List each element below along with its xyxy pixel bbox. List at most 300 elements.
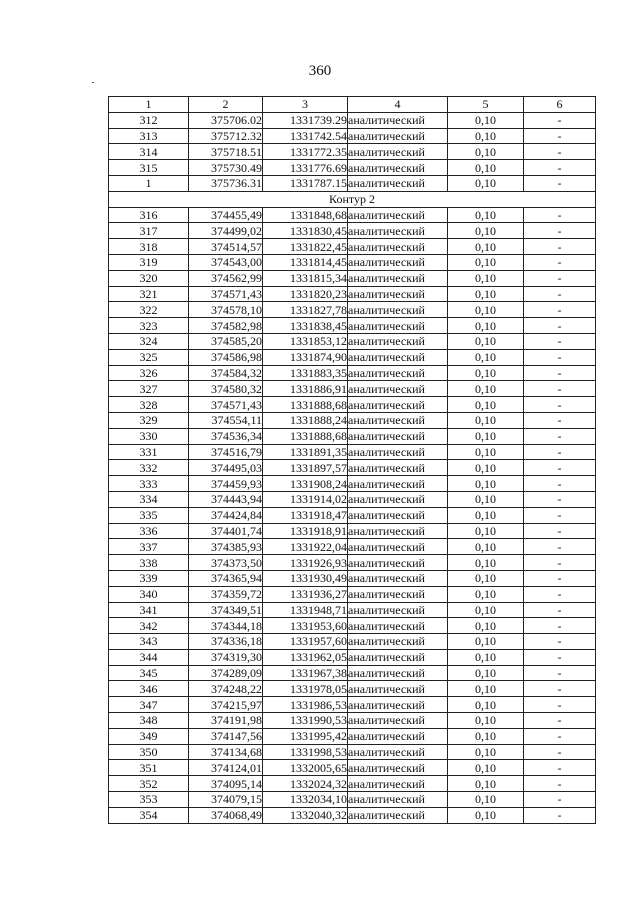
method-cell: аналитический <box>348 728 448 744</box>
section-label: Контур 2 <box>109 191 596 207</box>
error-cell: 0,10 <box>448 381 524 397</box>
point-number-cell: 348 <box>109 713 189 729</box>
y-coordinate-cell: 1331830,45 <box>263 223 348 239</box>
method-cell: аналитический <box>348 333 448 349</box>
y-coordinate-cell: 1331853,12 <box>263 333 348 349</box>
x-coordinate-cell: 374582,98 <box>189 318 263 334</box>
error-cell: 0,10 <box>448 412 524 428</box>
note-cell: - <box>524 602 596 618</box>
point-number-cell: 312 <box>109 112 189 128</box>
error-cell: 0,10 <box>448 254 524 270</box>
error-cell: 0,10 <box>448 507 524 523</box>
table-row <box>109 333 596 349</box>
point-number-cell: 334 <box>109 491 189 507</box>
table-row <box>109 318 596 334</box>
x-coordinate-cell: 374580,32 <box>189 381 263 397</box>
y-coordinate-cell: 1332034,10 <box>263 792 348 808</box>
y-coordinate-cell: 1331908,24 <box>263 476 348 492</box>
note-cell: - <box>524 713 596 729</box>
y-coordinate-cell: 1331986,53 <box>263 697 348 713</box>
y-coordinate-cell: 1331957,60 <box>263 634 348 650</box>
note-cell: - <box>524 412 596 428</box>
note-cell: - <box>524 476 596 492</box>
y-coordinate-cell: 1331936,27 <box>263 586 348 602</box>
y-coordinate-cell: 1331787.15 <box>263 175 348 191</box>
note-cell: - <box>524 349 596 365</box>
y-coordinate-cell: 1331815,34 <box>263 270 348 286</box>
point-number-cell: 1 <box>109 175 189 191</box>
x-coordinate-cell: 374443,94 <box>189 491 263 507</box>
error-cell: 0,10 <box>448 333 524 349</box>
note-cell: - <box>524 776 596 792</box>
method-cell: аналитический <box>348 807 448 823</box>
x-coordinate-cell: 374147,56 <box>189 728 263 744</box>
y-coordinate-cell: 1331998,53 <box>263 744 348 760</box>
method-cell: аналитический <box>348 365 448 381</box>
method-cell: аналитический <box>348 649 448 665</box>
method-cell: аналитический <box>348 144 448 160</box>
y-coordinate-cell: 1331967,38 <box>263 665 348 681</box>
table-row <box>109 618 596 634</box>
x-coordinate-cell: 374562,99 <box>189 270 263 286</box>
y-coordinate-cell: 1331953,60 <box>263 618 348 634</box>
note-cell: - <box>524 807 596 823</box>
note-cell: - <box>524 112 596 128</box>
table-row <box>109 144 596 160</box>
note-cell: - <box>524 539 596 555</box>
note-cell: - <box>524 144 596 160</box>
error-cell: 0,10 <box>448 491 524 507</box>
error-cell: 0,10 <box>448 539 524 555</box>
point-number-cell: 330 <box>109 428 189 444</box>
table-row <box>109 286 596 302</box>
table-row <box>109 523 596 539</box>
method-cell: аналитический <box>348 681 448 697</box>
table-row <box>109 681 596 697</box>
table-row <box>109 175 596 191</box>
note-cell: - <box>524 428 596 444</box>
point-number-cell: 349 <box>109 728 189 744</box>
x-coordinate-cell: 374124,01 <box>189 760 263 776</box>
error-cell: 0,10 <box>448 349 524 365</box>
x-coordinate-cell: 374344,18 <box>189 618 263 634</box>
note-cell: - <box>524 318 596 334</box>
point-number-cell: 350 <box>109 744 189 760</box>
x-coordinate-cell: 374495,03 <box>189 460 263 476</box>
method-cell: аналитический <box>348 239 448 255</box>
table-row <box>109 207 596 223</box>
table-row <box>109 302 596 318</box>
method-cell: аналитический <box>348 175 448 191</box>
method-cell: аналитический <box>348 760 448 776</box>
error-cell: 0,10 <box>448 160 524 176</box>
error-cell: 0,10 <box>448 697 524 713</box>
table-row <box>109 365 596 381</box>
table-row <box>109 239 596 255</box>
page-number: 360 <box>308 63 332 79</box>
note-cell: - <box>524 302 596 318</box>
x-coordinate-cell: 374586,98 <box>189 349 263 365</box>
note-cell: - <box>524 365 596 381</box>
point-number-cell: 333 <box>109 476 189 492</box>
method-cell: аналитический <box>348 792 448 808</box>
column-header: 3 <box>263 97 348 113</box>
point-number-cell: 327 <box>109 381 189 397</box>
note-cell: - <box>524 128 596 144</box>
method-cell: аналитический <box>348 697 448 713</box>
point-number-cell: 344 <box>109 649 189 665</box>
note-cell: - <box>524 570 596 586</box>
y-coordinate-cell: 1331822,45 <box>263 239 348 255</box>
y-coordinate-cell: 1331742.54 <box>263 128 348 144</box>
x-coordinate-cell: 374289,09 <box>189 665 263 681</box>
point-number-cell: 316 <box>109 207 189 223</box>
y-coordinate-cell: 1331827,78 <box>263 302 348 318</box>
x-coordinate-cell: 374365,94 <box>189 570 263 586</box>
y-coordinate-cell: 1331848,68 <box>263 207 348 223</box>
note-cell: - <box>524 507 596 523</box>
point-number-cell: 319 <box>109 254 189 270</box>
error-cell: 0,10 <box>448 128 524 144</box>
error-cell: 0,10 <box>448 744 524 760</box>
note-cell: - <box>524 728 596 744</box>
note-cell: - <box>524 444 596 460</box>
method-cell: аналитический <box>348 523 448 539</box>
x-coordinate-cell: 374079,15 <box>189 792 263 808</box>
table-row <box>109 728 596 744</box>
error-cell: 0,10 <box>448 223 524 239</box>
table-body <box>109 97 596 824</box>
table-row <box>109 381 596 397</box>
point-number-cell: 351 <box>109 760 189 776</box>
method-cell: аналитический <box>348 302 448 318</box>
method-cell: аналитический <box>348 223 448 239</box>
error-cell: 0,10 <box>448 144 524 160</box>
error-cell: 0,10 <box>448 286 524 302</box>
x-coordinate-cell: 374584,32 <box>189 365 263 381</box>
error-cell: 0,10 <box>448 634 524 650</box>
method-cell: аналитический <box>348 539 448 555</box>
x-coordinate-cell: 374424,84 <box>189 507 263 523</box>
note-cell: - <box>524 286 596 302</box>
y-coordinate-cell: 1331886,91 <box>263 381 348 397</box>
y-coordinate-cell: 1331888,68 <box>263 397 348 413</box>
table-row <box>109 491 596 507</box>
point-number-cell: 331 <box>109 444 189 460</box>
table-row <box>109 697 596 713</box>
error-cell: 0,10 <box>448 239 524 255</box>
table-row <box>109 634 596 650</box>
x-coordinate-cell: 375718.51 <box>189 144 263 160</box>
error-cell: 0,10 <box>448 476 524 492</box>
method-cell: аналитический <box>348 349 448 365</box>
table-row <box>109 570 596 586</box>
table-row <box>109 128 596 144</box>
x-coordinate-cell: 374459,93 <box>189 476 263 492</box>
x-coordinate-cell: 374578,10 <box>189 302 263 318</box>
method-cell: аналитический <box>348 634 448 650</box>
point-number-cell: 346 <box>109 681 189 697</box>
table-row <box>109 507 596 523</box>
table-row <box>109 160 596 176</box>
margin-mark <box>92 82 94 83</box>
method-cell: аналитический <box>348 665 448 681</box>
table-row <box>109 412 596 428</box>
method-cell: аналитический <box>348 491 448 507</box>
x-coordinate-cell: 374543,00 <box>189 254 263 270</box>
y-coordinate-cell: 1331838,45 <box>263 318 348 334</box>
error-cell: 0,10 <box>448 112 524 128</box>
y-coordinate-cell: 1331995,42 <box>263 728 348 744</box>
point-number-cell: 329 <box>109 412 189 428</box>
x-coordinate-cell: 374336,18 <box>189 634 263 650</box>
table-row <box>109 792 596 808</box>
point-number-cell: 328 <box>109 397 189 413</box>
x-coordinate-cell: 374401,74 <box>189 523 263 539</box>
error-cell: 0,10 <box>448 649 524 665</box>
error-cell: 0,10 <box>448 365 524 381</box>
y-coordinate-cell: 1331897,57 <box>263 460 348 476</box>
x-coordinate-cell: 374516,79 <box>189 444 263 460</box>
method-cell: аналитический <box>348 476 448 492</box>
note-cell: - <box>524 697 596 713</box>
table-row <box>109 744 596 760</box>
x-coordinate-cell: 374215,97 <box>189 697 263 713</box>
error-cell: 0,10 <box>448 618 524 634</box>
x-coordinate-cell: 374554,11 <box>189 412 263 428</box>
error-cell: 0,10 <box>448 397 524 413</box>
error-cell: 0,10 <box>448 570 524 586</box>
table-row <box>109 460 596 476</box>
method-cell: аналитический <box>348 112 448 128</box>
x-coordinate-cell: 374373,50 <box>189 555 263 571</box>
x-coordinate-cell: 374585,20 <box>189 333 263 349</box>
error-cell: 0,10 <box>448 302 524 318</box>
point-number-cell: 322 <box>109 302 189 318</box>
table-row <box>109 665 596 681</box>
x-coordinate-cell: 374134,68 <box>189 744 263 760</box>
error-cell: 0,10 <box>448 586 524 602</box>
y-coordinate-cell: 1331888,68 <box>263 428 348 444</box>
note-cell: - <box>524 634 596 650</box>
point-number-cell: 352 <box>109 776 189 792</box>
point-number-cell: 324 <box>109 333 189 349</box>
x-coordinate-cell: 375706.02 <box>189 112 263 128</box>
note-cell: - <box>524 618 596 634</box>
y-coordinate-cell: 1331962,05 <box>263 649 348 665</box>
error-cell: 0,10 <box>448 460 524 476</box>
method-cell: аналитический <box>348 602 448 618</box>
column-header: 2 <box>189 97 263 113</box>
method-cell: аналитический <box>348 507 448 523</box>
point-number-cell: 337 <box>109 539 189 555</box>
method-cell: аналитический <box>348 254 448 270</box>
table-row <box>109 602 596 618</box>
table-row <box>109 586 596 602</box>
point-number-cell: 340 <box>109 586 189 602</box>
table-row <box>109 270 596 286</box>
method-cell: аналитический <box>348 128 448 144</box>
point-number-cell: 332 <box>109 460 189 476</box>
y-coordinate-cell: 1331883,35 <box>263 365 348 381</box>
error-cell: 0,10 <box>448 681 524 697</box>
column-header: 1 <box>109 97 189 113</box>
point-number-cell: 336 <box>109 523 189 539</box>
point-number-cell: 321 <box>109 286 189 302</box>
point-number-cell: 326 <box>109 365 189 381</box>
y-coordinate-cell: 1331891,35 <box>263 444 348 460</box>
table-row <box>109 428 596 444</box>
error-cell: 0,10 <box>448 713 524 729</box>
error-cell: 0,10 <box>448 792 524 808</box>
y-coordinate-cell: 1332024,32 <box>263 776 348 792</box>
method-cell: аналитический <box>348 618 448 634</box>
y-coordinate-cell: 1331776.69 <box>263 160 348 176</box>
point-number-cell: 317 <box>109 223 189 239</box>
table-row <box>109 649 596 665</box>
y-coordinate-cell: 1331820,23 <box>263 286 348 302</box>
x-coordinate-cell: 375730.49 <box>189 160 263 176</box>
method-cell: аналитический <box>348 744 448 760</box>
note-cell: - <box>524 792 596 808</box>
note-cell: - <box>524 555 596 571</box>
error-cell: 0,10 <box>448 776 524 792</box>
method-cell: аналитический <box>348 207 448 223</box>
x-coordinate-cell: 374349,51 <box>189 602 263 618</box>
point-number-cell: 335 <box>109 507 189 523</box>
error-cell: 0,10 <box>448 428 524 444</box>
table-row <box>109 444 596 460</box>
method-cell: аналитический <box>348 160 448 176</box>
error-cell: 0,10 <box>448 175 524 191</box>
point-number-cell: 341 <box>109 602 189 618</box>
note-cell: - <box>524 681 596 697</box>
error-cell: 0,10 <box>448 807 524 823</box>
x-coordinate-cell: 375712.32 <box>189 128 263 144</box>
error-cell: 0,10 <box>448 523 524 539</box>
y-coordinate-cell: 1331772.35 <box>263 144 348 160</box>
y-coordinate-cell: 1331948,71 <box>263 602 348 618</box>
method-cell: аналитический <box>348 460 448 476</box>
y-coordinate-cell: 1331874,90 <box>263 349 348 365</box>
y-coordinate-cell: 1331978,05 <box>263 681 348 697</box>
x-coordinate-cell: 374536,34 <box>189 428 263 444</box>
method-cell: аналитический <box>348 570 448 586</box>
note-cell: - <box>524 254 596 270</box>
x-coordinate-cell: 374068,49 <box>189 807 263 823</box>
x-coordinate-cell: 374191,98 <box>189 713 263 729</box>
table-row <box>109 112 596 128</box>
column-header: 6 <box>524 97 596 113</box>
table-row <box>109 223 596 239</box>
point-number-cell: 338 <box>109 555 189 571</box>
note-cell: - <box>524 460 596 476</box>
error-cell: 0,10 <box>448 760 524 776</box>
x-coordinate-cell: 374571,43 <box>189 397 263 413</box>
point-number-cell: 342 <box>109 618 189 634</box>
table-row <box>109 254 596 270</box>
x-coordinate-cell: 374499,02 <box>189 223 263 239</box>
table-row <box>109 476 596 492</box>
y-coordinate-cell: 1331930,49 <box>263 570 348 586</box>
note-cell: - <box>524 333 596 349</box>
method-cell: аналитический <box>348 555 448 571</box>
method-cell: аналитический <box>348 318 448 334</box>
x-coordinate-cell: 374514,57 <box>189 239 263 255</box>
method-cell: аналитический <box>348 397 448 413</box>
table-row <box>109 807 596 823</box>
column-header: 5 <box>448 97 524 113</box>
table-row <box>109 760 596 776</box>
coordinates-table <box>108 96 596 824</box>
point-number-cell: 320 <box>109 270 189 286</box>
note-cell: - <box>524 239 596 255</box>
note-cell: - <box>524 207 596 223</box>
point-number-cell: 347 <box>109 697 189 713</box>
point-number-cell: 339 <box>109 570 189 586</box>
note-cell: - <box>524 491 596 507</box>
note-cell: - <box>524 397 596 413</box>
note-cell: - <box>524 586 596 602</box>
y-coordinate-cell: 1331990,53 <box>263 713 348 729</box>
note-cell: - <box>524 223 596 239</box>
method-cell: аналитический <box>348 286 448 302</box>
method-cell: аналитический <box>348 270 448 286</box>
column-header: 4 <box>348 97 448 113</box>
error-cell: 0,10 <box>448 555 524 571</box>
note-cell: - <box>524 175 596 191</box>
method-cell: аналитический <box>348 381 448 397</box>
error-cell: 0,10 <box>448 270 524 286</box>
error-cell: 0,10 <box>448 728 524 744</box>
table-row <box>109 776 596 792</box>
error-cell: 0,10 <box>448 207 524 223</box>
point-number-cell: 313 <box>109 128 189 144</box>
note-cell: - <box>524 160 596 176</box>
y-coordinate-cell: 1331739.29 <box>263 112 348 128</box>
point-number-cell: 353 <box>109 792 189 808</box>
table-row <box>109 397 596 413</box>
point-number-cell: 315 <box>109 160 189 176</box>
method-cell: аналитический <box>348 412 448 428</box>
x-coordinate-cell: 374571,43 <box>189 286 263 302</box>
table-header-row <box>109 97 596 113</box>
x-coordinate-cell: 375736.31 <box>189 175 263 191</box>
note-cell: - <box>524 744 596 760</box>
method-cell: аналитический <box>348 776 448 792</box>
y-coordinate-cell: 1331918,91 <box>263 523 348 539</box>
note-cell: - <box>524 665 596 681</box>
y-coordinate-cell: 1331814,45 <box>263 254 348 270</box>
table-row <box>109 539 596 555</box>
error-cell: 0,10 <box>448 318 524 334</box>
point-number-cell: 343 <box>109 634 189 650</box>
table-row <box>109 349 596 365</box>
error-cell: 0,10 <box>448 444 524 460</box>
section-row <box>109 191 596 207</box>
y-coordinate-cell: 1331926,93 <box>263 555 348 571</box>
error-cell: 0,10 <box>448 602 524 618</box>
y-coordinate-cell: 1331888,24 <box>263 412 348 428</box>
y-coordinate-cell: 1331914,02 <box>263 491 348 507</box>
note-cell: - <box>524 523 596 539</box>
x-coordinate-cell: 374385,93 <box>189 539 263 555</box>
x-coordinate-cell: 374095,14 <box>189 776 263 792</box>
point-number-cell: 314 <box>109 144 189 160</box>
note-cell: - <box>524 760 596 776</box>
table-row <box>109 713 596 729</box>
point-number-cell: 323 <box>109 318 189 334</box>
